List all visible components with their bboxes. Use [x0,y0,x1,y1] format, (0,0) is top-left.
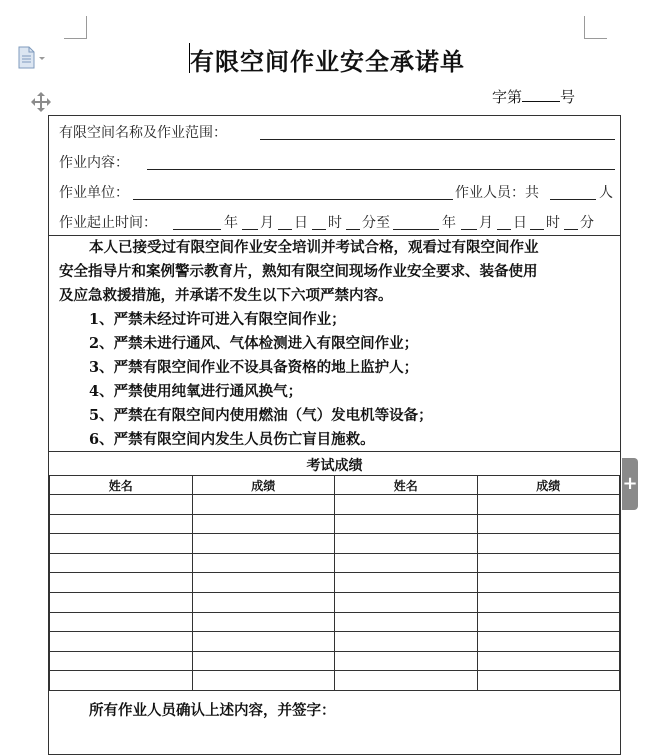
score-cell[interactable] [192,553,335,573]
score-header-name: 姓名 [335,476,478,495]
score-cell[interactable] [192,671,335,691]
space-name-field[interactable] [260,139,615,140]
start-hour-unit: 时 [328,215,342,231]
end-minute-unit: 分 [580,215,594,231]
pledge-intro-line: 本人已接受过有限空间作业安全培训并考试合格，观看过有限空间作业 [89,239,539,256]
end-hour-field[interactable] [530,229,544,230]
end-minute-field[interactable] [564,229,578,230]
end-month-unit: 月 [479,215,493,231]
pledge-item: 3、严禁有限空间作业不设具备资格的地上监护人； [89,359,419,376]
score-cell[interactable] [477,534,620,554]
score-cell[interactable] [50,632,193,652]
page-corner-mark-right [584,16,607,39]
score-header-score: 成绩 [477,476,620,495]
score-header-name: 姓名 [50,476,193,495]
score-cell[interactable] [477,651,620,671]
table-row [50,671,620,691]
score-cell[interactable] [192,651,335,671]
table-row [50,534,620,554]
score-cell[interactable] [335,573,478,593]
score-cell[interactable] [335,534,478,554]
start-minute-unit: 分至 [362,215,390,231]
start-month-field[interactable] [242,229,258,230]
table-row [50,632,620,652]
table-move-handle-icon[interactable] [30,91,52,113]
score-cell[interactable] [477,632,620,652]
end-day-unit: 日 [513,215,527,231]
score-cell[interactable] [335,612,478,632]
end-day-field[interactable] [497,229,511,230]
score-cell[interactable] [477,573,620,593]
document-number [492,86,575,107]
score-cell[interactable] [50,612,193,632]
section-divider [49,451,620,452]
score-cell[interactable] [477,495,620,515]
document-number-blank[interactable] [522,87,560,102]
side-expand-tab[interactable]: + [622,458,638,510]
table-row [50,495,620,515]
table-row [50,612,620,632]
staff-count-unit: 人 [599,185,613,201]
table-row [50,651,620,671]
score-cell[interactable] [192,573,335,593]
score-cell[interactable] [192,495,335,515]
pledge-item: 6、严禁有限空间内发生人员伤亡盲目施救。 [89,431,375,448]
start-month-unit: 月 [260,215,274,231]
score-cell[interactable] [335,592,478,612]
space-name-label: 有限空间名称及作业范围： [59,125,227,141]
paste-options-icon[interactable] [16,45,48,71]
start-year-unit: 年 [224,215,238,231]
pledge-intro-line: 安全指导片和案例警示教育片，熟知有限空间现场作业安全要求、装备使用 [59,263,538,280]
score-cell[interactable] [477,553,620,573]
score-cell[interactable] [50,671,193,691]
score-cell[interactable] [335,671,478,691]
table-row [50,592,620,612]
confirm-signature-text: 所有作业人员确认上述内容，并签字： [89,702,336,719]
table-row [50,514,620,534]
score-cell[interactable] [335,553,478,573]
score-cell[interactable] [335,651,478,671]
work-unit-label: 作业单位： [59,185,129,201]
score-cell[interactable] [335,632,478,652]
pledge-item: 5、严禁在有限空间内使用燃油（气）发电机等设备； [89,407,433,424]
score-cell[interactable] [50,553,193,573]
score-cell[interactable] [335,495,478,515]
score-cell[interactable] [192,534,335,554]
staff-count-label: 作业人员：共 [455,185,539,201]
start-day-field[interactable] [278,229,292,230]
score-cell[interactable] [50,495,193,515]
pledge-item: 1、严禁未经过许可进入有限空间作业； [89,311,346,328]
pledge-item: 2、严禁未进行通风、气体检测进入有限空间作业； [89,335,419,352]
score-cell[interactable] [50,573,193,593]
score-cell[interactable] [192,592,335,612]
score-cell[interactable] [477,612,620,632]
start-year-field[interactable] [173,229,221,230]
exam-score-title: 考试成绩 [306,458,363,474]
exam-score-table [49,475,620,691]
document-number-suffix: 号 [560,88,576,106]
score-cell[interactable] [50,534,193,554]
end-year-unit: 年 [442,215,456,231]
score-cell[interactable] [477,514,620,534]
start-minute-field[interactable] [346,229,360,230]
score-cell[interactable] [192,632,335,652]
end-hour-unit: 时 [546,215,560,231]
score-cell[interactable] [50,592,193,612]
end-year-field[interactable] [393,229,439,230]
end-month-field[interactable] [461,229,477,230]
document-number-prefix: 字第 [492,88,523,106]
score-cell[interactable] [192,612,335,632]
start-day-unit: 日 [294,215,308,231]
table-row [50,573,620,593]
work-content-label: 作业内容： [59,155,129,171]
work-content-field[interactable] [147,169,615,170]
start-hour-field[interactable] [312,229,326,230]
pledge-item: 4、严禁使用纯氧进行通风换气； [89,383,303,400]
score-cell[interactable] [477,671,620,691]
pledge-intro-line: 及应急救援措施，并承诺不发生以下六项严禁内容。 [59,287,393,304]
score-cell[interactable] [477,592,620,612]
score-cell[interactable] [50,651,193,671]
score-header-score: 成绩 [192,476,335,495]
commitment-form-table [48,115,621,755]
staff-count-field[interactable] [550,199,596,200]
score-cell[interactable] [192,514,335,534]
table-row [50,553,620,573]
page-title: 有限空间作业安全承诺单 [190,47,465,76]
work-unit-field[interactable] [133,199,453,200]
work-time-label: 作业起止时间： [59,215,157,231]
score-cell[interactable] [335,514,478,534]
score-cell[interactable] [50,514,193,534]
page-corner-mark-left [64,16,87,39]
